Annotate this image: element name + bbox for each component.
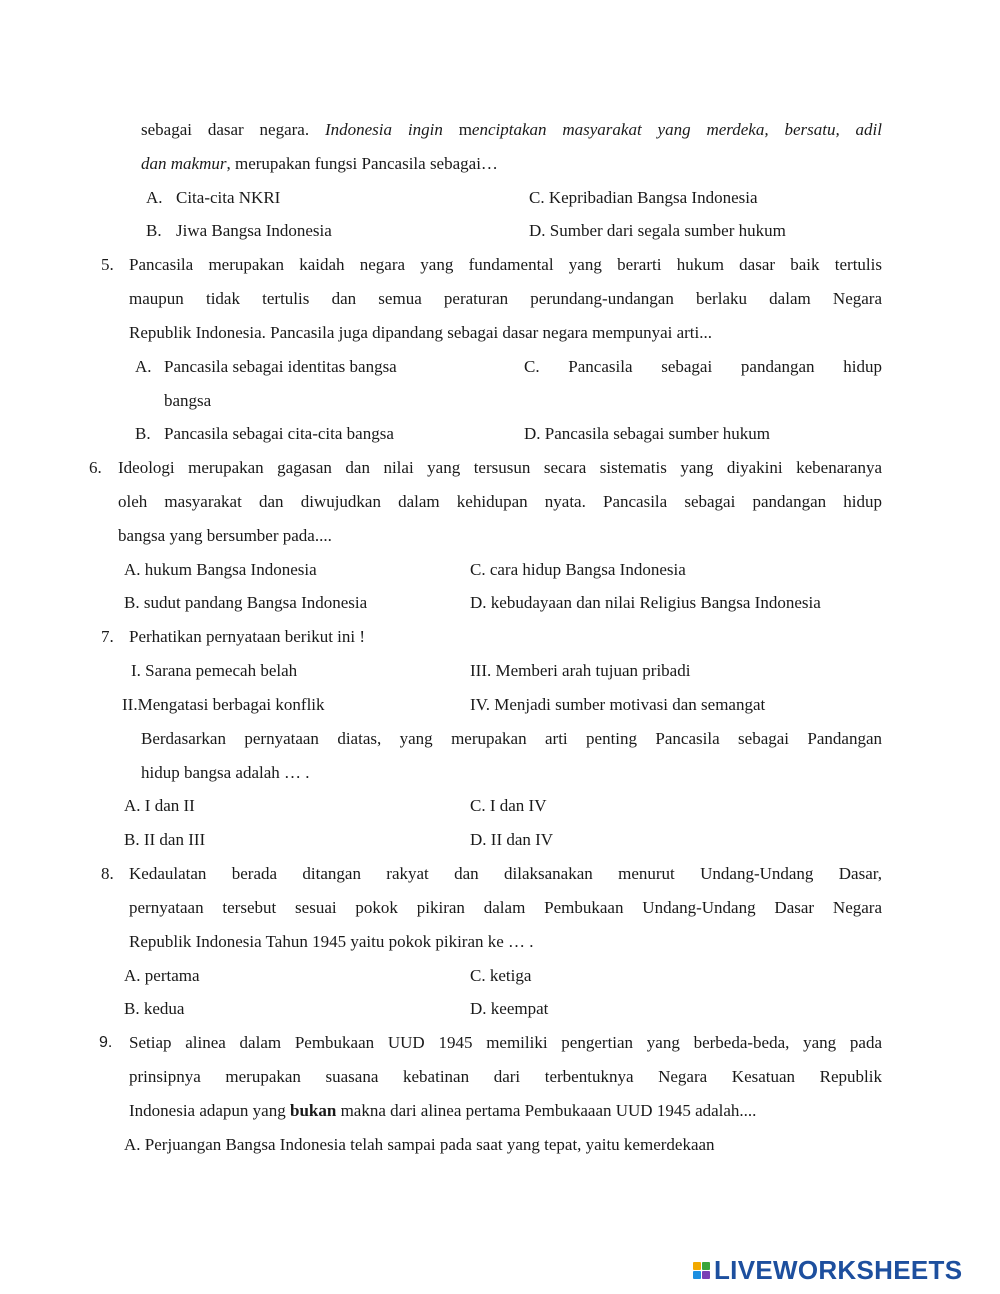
q9-stem-line-1: Setiap alinea dalam Pembukaan UUD 1945 memiliki pengertian yang berbeda-beda, yang pada xyxy=(129,1033,882,1052)
q7-stem-line-2: Berdasarkan pernyataan diatas, yang merupakan arti penting Pancasila sebagai Pandangan xyxy=(141,729,882,748)
q6-option-a[interactable]: A. hukum Bangsa Indonesia xyxy=(124,560,317,579)
q6-option-c[interactable]: C. cara hidup Bangsa Indonesia xyxy=(470,560,686,579)
q6-stem-line-3: bangsa yang bersumber pada.... xyxy=(118,526,332,545)
q6-stem-line-1: Ideologi merupakan gagasan dan nilai yang tersusun secara sistematis yang diyakini kebenaranya xyxy=(118,458,882,477)
q9-number: 9. xyxy=(99,1034,113,1051)
q5-stem-line-3: Republik Indonesia. Pancasila juga dipandang sebagai dasar negara mempunyai arti... xyxy=(129,323,713,342)
liveworksheets-logo xyxy=(693,1255,962,1285)
q4-stem-line-1: sebagai dasar negara. Indonesia ingin menciptakan masyarakat yang merdeka, bersatu, adil xyxy=(141,120,883,139)
q8-option-b[interactable]: B. kedua xyxy=(124,999,185,1018)
q6-option-d[interactable]: D. kebudayaan dan nilai Religius Bangsa Indonesia xyxy=(470,593,821,612)
q7-stem-line-3: hidup bangsa adalah … . xyxy=(141,763,310,782)
q8-stem-line-2: pernyataan tersebut sesuai pokok pikiran dalam Pembukaan Undang-Undang Dasar Negara xyxy=(129,898,882,917)
q5-option-a[interactable]: A. Pancasila sebagai identitas bangsa xyxy=(135,357,397,376)
q5-number: 5. xyxy=(101,255,114,274)
q4-option-a[interactable]: A. Cita-cita NKRI xyxy=(146,188,281,207)
q7-option-c[interactable]: C. I dan IV xyxy=(470,796,547,815)
q8-number: 8. xyxy=(101,864,114,883)
q9-stem-line-3: Indonesia adapun yang bukan makna dari alinea pertama Pembukaaan UUD 1945 adalah.... xyxy=(129,1101,757,1120)
q5-option-b[interactable]: B. Pancasila sebagai cita-cita bangsa xyxy=(135,424,394,443)
q5-option-d[interactable]: D. Pancasila sebagai sumber hukum xyxy=(524,424,770,443)
q8-stem-line-1: Kedaulatan berada ditangan rakyat dan dilaksanakan menurut Undang-Undang Dasar, xyxy=(129,864,882,883)
q4-option-d[interactable]: D. Sumber dari segala sumber hukum xyxy=(529,221,786,240)
logo-text: LIVEWORKSHEETS xyxy=(714,1254,963,1285)
logo-mark-icon xyxy=(693,1262,710,1279)
q5-option-a-wrap: bangsa xyxy=(164,391,212,410)
q7-option-b[interactable]: B. II dan III xyxy=(124,830,206,849)
q8-stem-line-3: Republik Indonesia Tahun 1945 yaitu pokok pikiran ke … . xyxy=(129,932,534,951)
q8-option-c[interactable]: C. ketiga xyxy=(470,966,532,985)
q5-option-c[interactable]: C. Pancasila sebagai pandangan hidup xyxy=(524,357,882,376)
q6-option-b[interactable]: B. sudut pandang Bangsa Indonesia xyxy=(124,593,368,612)
q7-stem-line-1: Perhatikan pernyataan berikut ini ! xyxy=(129,627,366,646)
q9-option-a[interactable]: A. Perjuangan Bangsa Indonesia telah sampai pada saat yang tepat, yaitu kemerdekaan xyxy=(124,1135,715,1154)
q8-option-d[interactable]: D. keempat xyxy=(470,999,549,1018)
q7-number: 7. xyxy=(101,627,114,646)
q7-statement-2: II.Mengatasi berbagai konflik xyxy=(122,695,325,714)
q4-option-b[interactable]: B. Jiwa Bangsa Indonesia xyxy=(146,221,332,240)
q6-number: 6. xyxy=(89,458,102,477)
q8-option-a[interactable]: A. pertama xyxy=(124,966,200,985)
q5-stem-line-2: maupun tidak tertulis dan semua peraturan perundang-undangan berlaku dalam Negara xyxy=(129,289,882,308)
q9-stem-line-2: prinsipnya merupakan suasana kebatinan dari terbentuknya Negara Kesatuan Republik xyxy=(129,1067,882,1086)
emphasis-bukan: bukan xyxy=(289,1101,337,1120)
q5-stem-line-1: Pancasila merupakan kaidah negara yang fundamental yang berarti hukum dasar baik tertulis xyxy=(129,255,882,274)
q7-statement-4: IV. Menjadi sumber motivasi dan semangat xyxy=(470,695,766,714)
q6-stem-line-2: oleh masyarakat dan diwujudkan dalam kehidupan nyata. Pancasila sebagai pandangan hidup xyxy=(118,492,882,511)
q7-statement-3: III. Memberi arah tujuan pribadi xyxy=(470,661,691,680)
q4-option-c[interactable]: C. Kepribadian Bangsa Indonesia xyxy=(529,188,758,207)
q4-stem-line-2: dan makmur, merupakan fungsi Pancasila sebagai… xyxy=(141,154,498,173)
q7-option-a[interactable]: A. I dan II xyxy=(124,796,195,815)
q7-option-d[interactable]: D. II dan IV xyxy=(470,830,554,849)
q7-statement-1: I. Sarana pemecah belah xyxy=(131,661,298,680)
